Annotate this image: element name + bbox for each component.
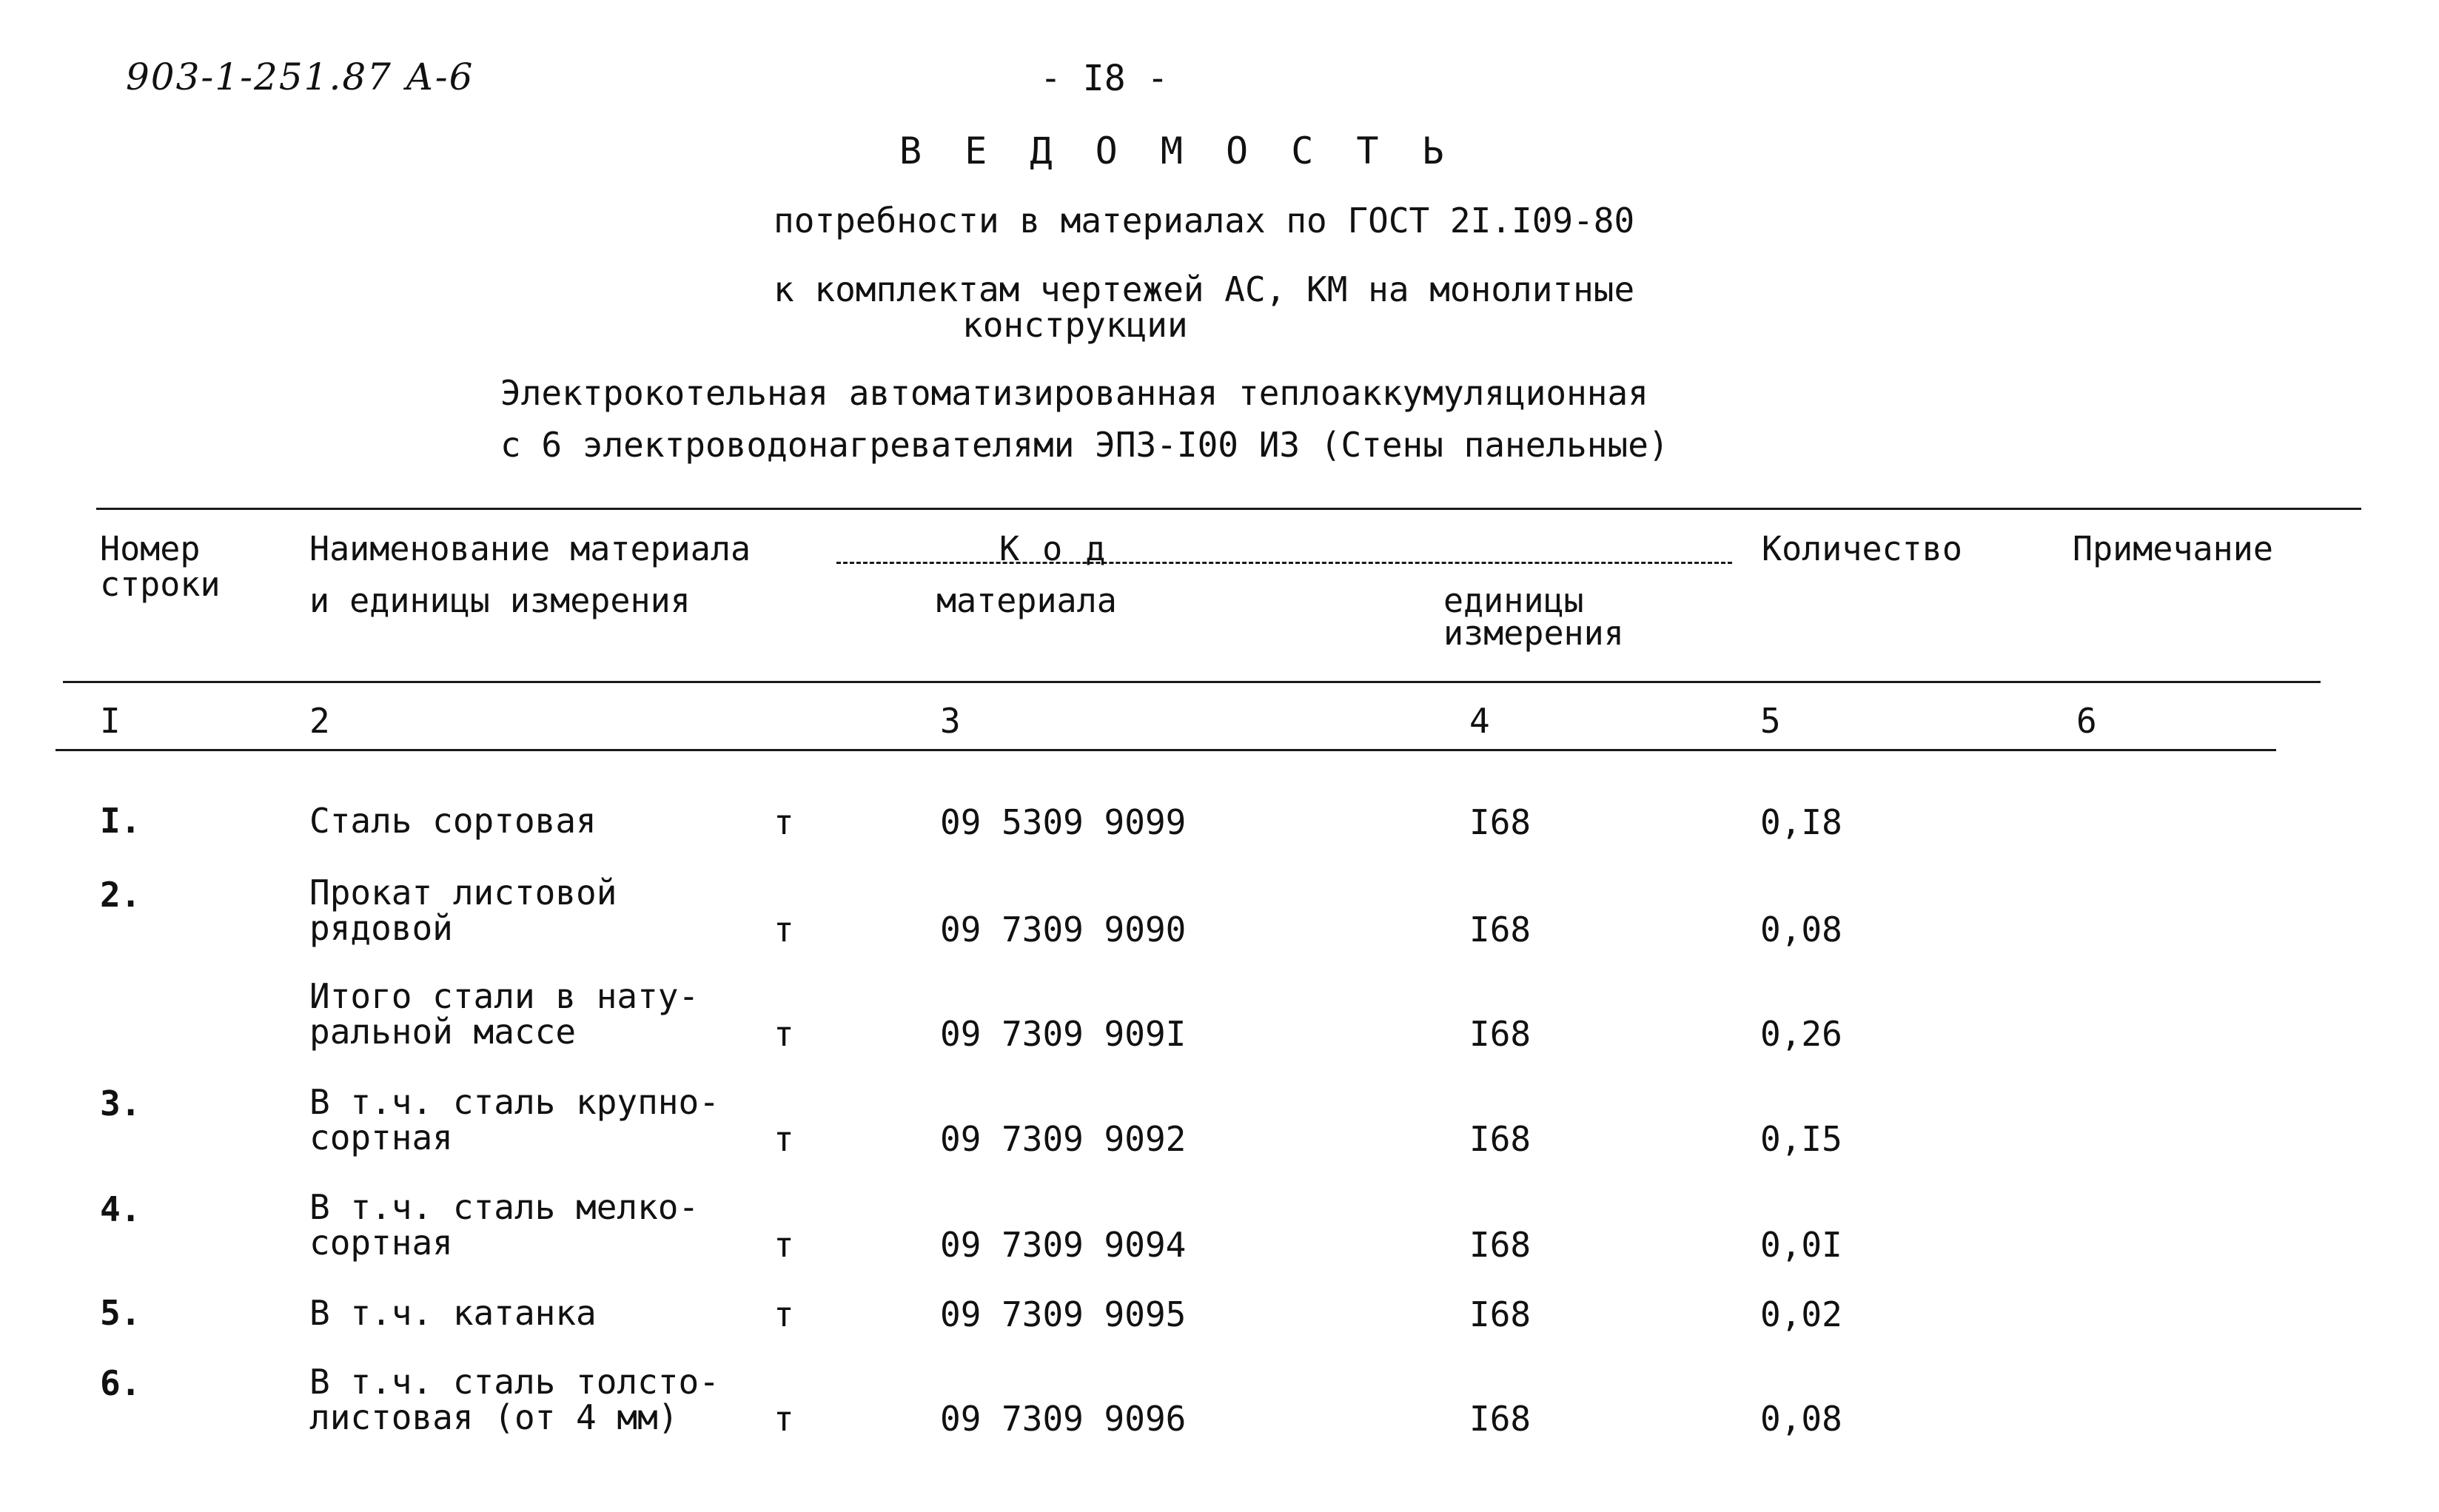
header-row-number: Номер строки (100, 529, 221, 604)
table-row-subtotal-unit-code: I68 (1469, 1014, 1531, 1054)
header-note: Примечание (2073, 529, 2273, 568)
column-number-2: 2 (309, 701, 330, 741)
column-number-4: 4 (1469, 701, 1490, 741)
document-title: В Е Д О М О С Т Ь (899, 130, 1455, 172)
table-row-5-material-code: 09 7309 9095 (940, 1294, 1187, 1334)
column-number-6: 6 (2076, 701, 2097, 741)
table-row-subtotal-name: Итого стали в нату- ральной массе (309, 976, 700, 1052)
column-numbers-rule (56, 749, 2276, 751)
subtitle-line-2a: к комплектам чертежей АС, КМ на монолитные (774, 269, 1635, 309)
page-number: - I8 - (1040, 58, 1169, 99)
table-row-3-name: В т.ч. сталь крупно- сортная (309, 1082, 719, 1157)
table-row-1-number: I. (100, 801, 141, 841)
table-row-3-material-code: 09 7309 9092 (940, 1119, 1187, 1159)
table-row-5-number: 5. (100, 1293, 141, 1333)
table-row-6-unit-code: I68 (1469, 1399, 1531, 1439)
table-row-2-name: Прокат листовой рядовой (309, 873, 617, 948)
table-row-5-unit: т (774, 1294, 794, 1334)
table-row-1-unit: т (774, 802, 794, 842)
table-row-subtotal-quantity: 0,26 (1760, 1014, 1842, 1054)
table-row-4-unit-code: I68 (1469, 1225, 1531, 1265)
object-line-1: Электрокотельная автоматизированная теплоаккумуляционная (500, 373, 1648, 413)
header-code-unit: единицы измерения (1443, 581, 1624, 653)
table-row-3-unit: т (774, 1119, 794, 1159)
code-group-rule (836, 562, 1732, 564)
subtitle-line-1: потребности в материалах по ГОСТ 2I.I09-80 (774, 201, 1635, 241)
table-row-6-quantity: 0,08 (1760, 1399, 1842, 1439)
table-row-6-name: В т.ч. сталь толсто- листовая (от 4 мм) (309, 1362, 719, 1437)
column-number-3: 3 (940, 701, 961, 741)
table-top-rule (96, 508, 2361, 510)
table-row-6-number: 6. (100, 1363, 141, 1403)
table-row-subtotal-material-code: 09 7309 909I (940, 1014, 1187, 1054)
table-row-4-unit: т (774, 1225, 794, 1265)
header-code-material: материала (936, 581, 1117, 620)
table-row-4-material-code: 09 7309 9094 (940, 1225, 1187, 1265)
table-row-1-quantity: 0,I8 (1760, 802, 1842, 842)
table-row-6-unit: т (774, 1399, 794, 1439)
column-number-5: 5 (1760, 701, 1781, 741)
table-row-1-unit-code: I68 (1469, 802, 1531, 842)
table-row-1-material-code: 09 5309 9099 (940, 802, 1187, 842)
table-row-4-number: 4. (100, 1189, 141, 1229)
table-row-5-name: В т.ч. катанка (309, 1293, 597, 1333)
table-row-subtotal-unit: т (774, 1014, 794, 1054)
table-row-3-quantity: 0,I5 (1760, 1119, 1842, 1159)
table-row-2-unit: т (774, 910, 794, 950)
object-line-2: с 6 электроводонагревателями ЭПЗ-I00 ИЗ (Стены панельные) (500, 425, 1669, 465)
column-number-1: I (100, 701, 121, 741)
table-row-3-unit-code: I68 (1469, 1119, 1531, 1159)
subtitle-line-2b: конструкции (962, 305, 1188, 345)
table-row-4-quantity: 0,0I (1760, 1225, 1842, 1265)
table-row-1-name: Сталь сортовая (309, 801, 597, 841)
table-row-5-unit-code: I68 (1469, 1294, 1531, 1334)
table-row-4-name: В т.ч. сталь мелко- сортная (309, 1187, 700, 1263)
header-code: К о д (999, 529, 1107, 568)
table-row-5-quantity: 0,02 (1760, 1294, 1842, 1334)
header-quantity: Количество (1762, 529, 1962, 568)
header-material-name: Наименование материала и единицы измерения (309, 529, 751, 620)
table-row-2-material-code: 09 7309 9090 (940, 910, 1187, 950)
table-row-2-unit-code: I68 (1469, 910, 1531, 950)
table-row-2-quantity: 0,08 (1760, 910, 1842, 950)
table-row-6-material-code: 09 7309 9096 (940, 1399, 1187, 1439)
header-bottom-rule (63, 681, 2321, 683)
table-row-2-number: 2. (100, 875, 141, 915)
table-row-3-number: 3. (100, 1083, 141, 1123)
document-code: 903-1-251.87 А-6 (126, 56, 474, 98)
